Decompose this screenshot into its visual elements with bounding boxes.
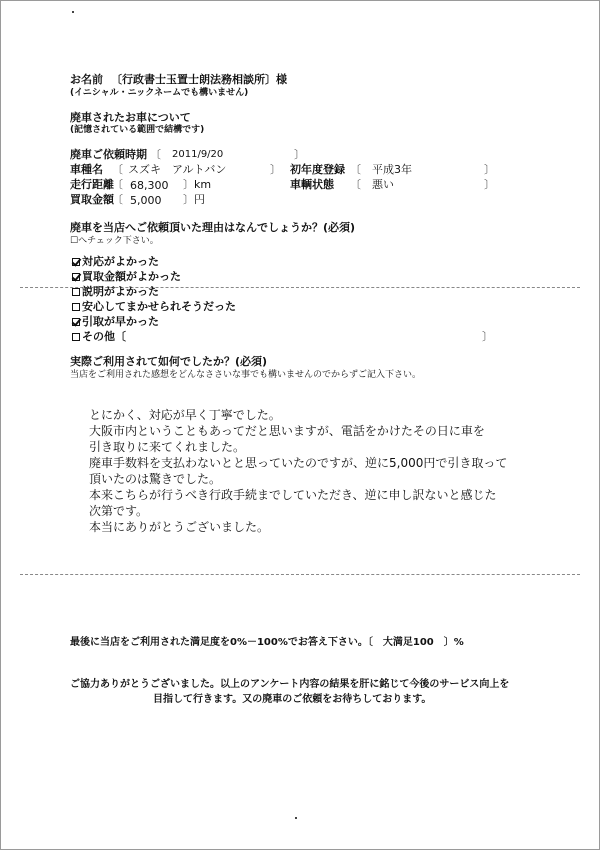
request-date-label: 廃車ご依頼時期 — [70, 148, 147, 161]
impression-line: 引き取りに来てくれました。 — [89, 440, 246, 454]
price-open: 〔 — [112, 193, 123, 206]
section-note-car: (記憶されている範囲で結構です) — [70, 125, 205, 135]
first-reg-open: 〔 — [350, 163, 361, 176]
reason-option[interactable] — [72, 271, 181, 282]
impression-question: 実際ご利用されて如何でしたか？(必須) — [70, 355, 268, 368]
request-date-open: 〔 — [150, 148, 161, 161]
reason-option-label: 引取が早かった — [82, 315, 159, 328]
reason-option-label: その他〔 — [82, 330, 126, 343]
price-close: 〕円 — [183, 193, 205, 206]
mileage-open: 〔 — [112, 178, 123, 191]
name-value: 〔行政書士玉置士朗法務相談所〕様 — [111, 73, 287, 86]
reason-option[interactable] — [72, 301, 236, 312]
reason-instruction: ☐へチェック下さい。 — [70, 236, 159, 246]
reason-option[interactable] — [72, 286, 159, 297]
first-reg-label: 初年度登録 — [290, 163, 345, 176]
impression-line: 大阪市内ということもあってだと思いますが、電話をかけたその日に車を — [89, 424, 485, 438]
request-date-value: 2011/9/20 — [172, 149, 224, 160]
scan-fold-line — [20, 574, 580, 575]
condition-open: 〔 — [350, 178, 361, 191]
closing-line-1: ご協力ありがとうございました。以上のアンケート内容の結果を肝に銘じて今後のサービス向上を — [70, 679, 510, 690]
impression-line: 次第です。 — [89, 504, 149, 518]
checkbox-icon[interactable] — [72, 333, 80, 341]
impression-note: 当店をご利用された感想をどんなささいな事でも構いませんのでからずご記入下さい。 — [70, 370, 422, 380]
car-name-value: スズキ アルトバン — [128, 163, 227, 176]
car-name-close: 〕 — [270, 163, 281, 176]
impression-line: 頂いたのは驚きでした。 — [89, 472, 222, 486]
reason-option-label: 対応がよかった — [82, 255, 159, 268]
name-note: (イニシャル・ニックネームでも構いません) — [70, 88, 249, 98]
checkbox-icon[interactable] — [72, 288, 80, 296]
reason-option-label: 安心してまかせられそうだった — [82, 300, 236, 313]
first-reg-close: 〕 — [484, 163, 495, 176]
mileage-value: 68,300 — [130, 179, 169, 192]
reason-option-label: 説明がよかった — [82, 285, 159, 298]
condition-label: 車輌状態 — [290, 178, 334, 191]
name-label: お名前 — [70, 73, 103, 86]
satisfaction-text: 最後に当店をご利用された満足度を0%－100%でお答え下さい。〔 大満足100 〕% — [70, 637, 464, 648]
mileage-label: 走行距離 — [70, 178, 114, 191]
checkbox-checked-icon[interactable] — [72, 258, 80, 266]
condition-close: 〕 — [484, 178, 495, 191]
impression-line: とにかく、対応が早く丁寧でした。 — [89, 408, 281, 422]
impression-line: 廃車手数料を支払わないとと思っていたのですが、逆に5,000円で引き取って — [89, 456, 508, 470]
scan-speck — [72, 11, 74, 13]
request-date-close: 〕 — [294, 148, 305, 161]
reason-option[interactable] — [72, 331, 126, 342]
reason-question: 廃車を当店へご依頼頂いた理由はなんでしょうか？(必須) — [70, 221, 356, 234]
reason-option[interactable] — [72, 316, 159, 327]
car-name-open: 〔 — [112, 163, 123, 176]
checkbox-checked-icon[interactable] — [72, 318, 80, 326]
condition-value: 悪い — [372, 178, 394, 191]
other-close: 〕 — [482, 330, 493, 343]
impression-line: 本当にありがとうございました。 — [89, 520, 270, 534]
scan-speck — [295, 817, 297, 819]
reason-option[interactable] — [72, 256, 159, 267]
section-title-car: 廃車されたお車について — [70, 111, 191, 124]
car-name-label: 車種名 — [70, 163, 103, 176]
reason-option-label: 買取金額がよかった — [82, 270, 181, 283]
impression-line: 本来こちらが行うべき行政手続までしていただき、逆に申し訳ないと感じた — [89, 488, 497, 502]
price-value: 5,000 — [130, 194, 162, 207]
first-reg-value: 平成3年 — [372, 163, 412, 176]
price-label: 買取金額 — [70, 193, 114, 206]
checkbox-checked-icon[interactable] — [72, 273, 80, 281]
checkbox-icon[interactable] — [72, 303, 80, 311]
mileage-close: 〕km — [183, 178, 212, 191]
closing-line-2: 目指して行きます。又の廃車のご依頼をお待ちしております。 — [153, 694, 432, 705]
